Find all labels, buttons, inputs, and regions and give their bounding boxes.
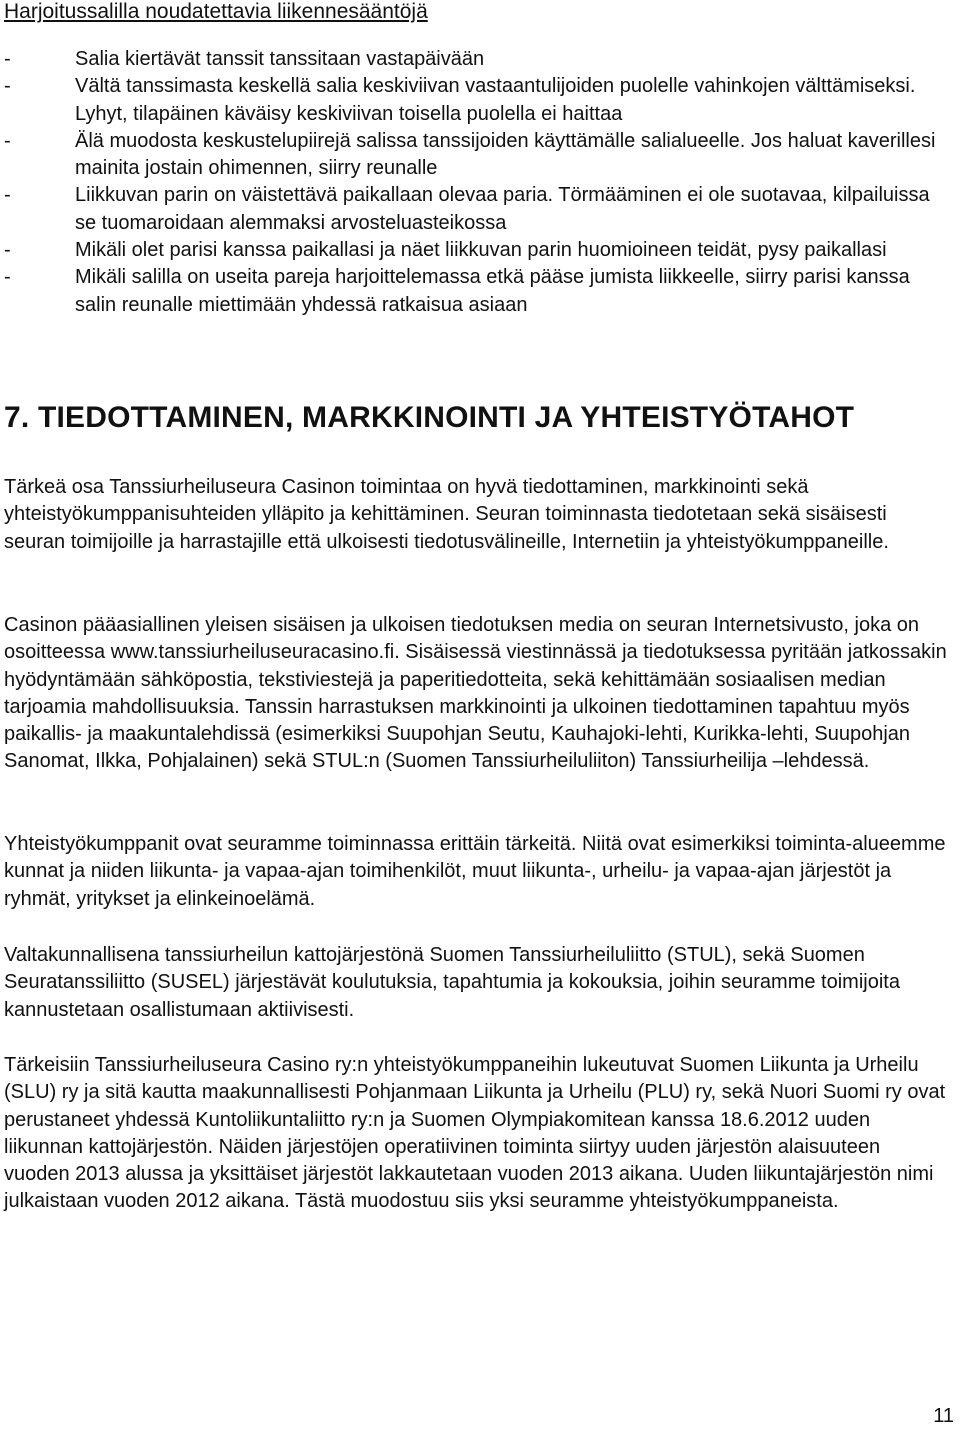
- bullet-dash: -: [4, 239, 11, 262]
- list-item: [4, 73, 954, 128]
- bullet-dash: -: [4, 129, 11, 152]
- bullet-dash: -: [4, 75, 11, 98]
- page-number: 11: [933, 1405, 954, 1427]
- section-heading: 7. TIEDOTTAMINEN, MARKKINOINTI JA YHTEISTYÖTAHOT: [4, 401, 855, 434]
- list-item: [4, 182, 954, 237]
- paragraph-intro: Tärkeä osa Tanssiurheiluseura Casinon toimintaa on hyvä tiedottaminen, markkinointi sekä yhteistyökumppanisuhteiden ylläpito ja kehittäminen. Seuran toiminnasta tiedotetaan sekä sisäisesti seuran toimijoille ja harrastajille että ulkoisesti tiedotusvälineille, Internetiin ja yhteistyökumppaneille.: [4, 476, 889, 553]
- list-item: [4, 237, 954, 264]
- list-item: [4, 264, 954, 319]
- list-item-text: Liikkuvan parin on väistettävä paikallaan olevaa paria. Törmääminen ei ole suotavaa, kilpailuissa se tuomaroidaan alemmaksi arvosteluasteikossa: [75, 184, 930, 234]
- paragraph-slu: Tärkeisiin Tanssiurheiluseura Casino ry:n yhteistyökumppaneihin lukeutuvat Suomen Liikunta ja Urheilu (SLU) ry ja sitä kautta maakunnallisesti Pohjanmaan Liikunta ja Urheilu (PLU) ry, sekä Nuori Suomi ry ovat perustaneet yhdessä Kuntoliikuntaliitto ry:n ja Suomen Olympiakomitean kanssa 18.6.2012 uuden liikunnan kattojärjestön. Näiden järjestöjen operatiivinen toiminta siirtyy uuden järjestön alaisuuteen vuoden 2013 alussa ja yksittäiset järjestöt lakkautetaan vuoden 2013 aikana. Uuden liikuntajärjestön nimi julkaistaan vuoden 2012 aikana. Tästä muodostuu siis yksi seuramme yhteistyökumppaneista.: [4, 1054, 946, 1213]
- list-item-text: Vältä tanssimasta keskellä salia keskiviivan vastaantulijoiden puolelle vahinkojen välttämiseksi. Lyhyt, tilapäinen käväisy keskiviivan toisella puolella ei haittaa: [75, 75, 916, 125]
- bullet-dash: -: [4, 184, 11, 207]
- list-item-text: Älä muodosta keskustelupiirejä salissa tanssijoiden käyttämälle salialueelle. Jos haluat kaverillesi mainita jostain ohimennen, siirry reunalle: [75, 129, 936, 180]
- list-item-text: Mikäli olet parisi kanssa paikallasi ja näet liikkuvan parin huomioineen teidät, pysy paikallasi: [75, 239, 887, 262]
- bullet-dash: -: [4, 266, 11, 289]
- list-item-text: Mikäli salilla on useita pareja harjoittelemassa etkä pääse jumista liikkeelle, siirry parisi kanssa salin reunalle miettimään yhdessä ratkaisua asiaan: [75, 266, 910, 316]
- rules-list: [4, 46, 954, 319]
- list-item: [4, 128, 954, 183]
- paragraph-federations: Valtakunnallisena tanssiurheilun kattojärjestönä Suomen Tanssiurheiluliitto (STUL), sekä Suomen Seuratanssiliitto (SUSEL) järjestävät koulutuksia, tapahtumia ja kokouksia, joihin seuramme toimijoita kannustetaan osallistumaan aktiivisesti.: [4, 944, 900, 1021]
- bullet-dash: -: [4, 48, 11, 70]
- paragraph-media: Casinon pääasiallinen yleisen sisäisen ja ulkoisen tiedotuksen media on seuran Internetsivusto, joka on osoitteessa www.tanssiurheiluseuracasino.fi. Sisäisessä viestinnässä ja tiedotuksessa pyritään jatkossakin hyödyntämään sähköpostia, tekstiviestejä ja paperitiedotteita, sekä kehittämään sosiaalisen median tarjoamia mahdollisuuksia. Tanssin harrastuksen markkinointi ja ulkoinen tiedottaminen tapahtuu myös paikallis- ja maakuntalehdissä (esimerkiksi Suupohjan Seutu, Kauhajoki-lehti, Kurikka-lehti, Suupohjan Sanomat, Ilkka, Pohjalainen) sekä STUL:n (Suomen Tanssiurheiluliiton) Tanssiurheilija –lehdessä.: [4, 614, 947, 773]
- paragraph-partners: Yhteistyökumppanit ovat seuramme toiminnassa erittäin tärkeitä. Niitä ovat esimerkiksi toiminta-alueemme kunnat ja niiden liikunta- ja vapaa-ajan toimihenkilöt, muut liikunta-, urheilu- ja vapaa-ajan järjestöt ja ryhmät, yritykset ja elinkeinoelämä.: [4, 833, 946, 910]
- list-item: [4, 46, 954, 73]
- rules-heading: Harjoitussalilla noudatettavia liikennesääntöjä: [4, 0, 428, 23]
- list-item-text: Salia kiertävät tanssit tanssitaan vastapäivään: [75, 48, 485, 70]
